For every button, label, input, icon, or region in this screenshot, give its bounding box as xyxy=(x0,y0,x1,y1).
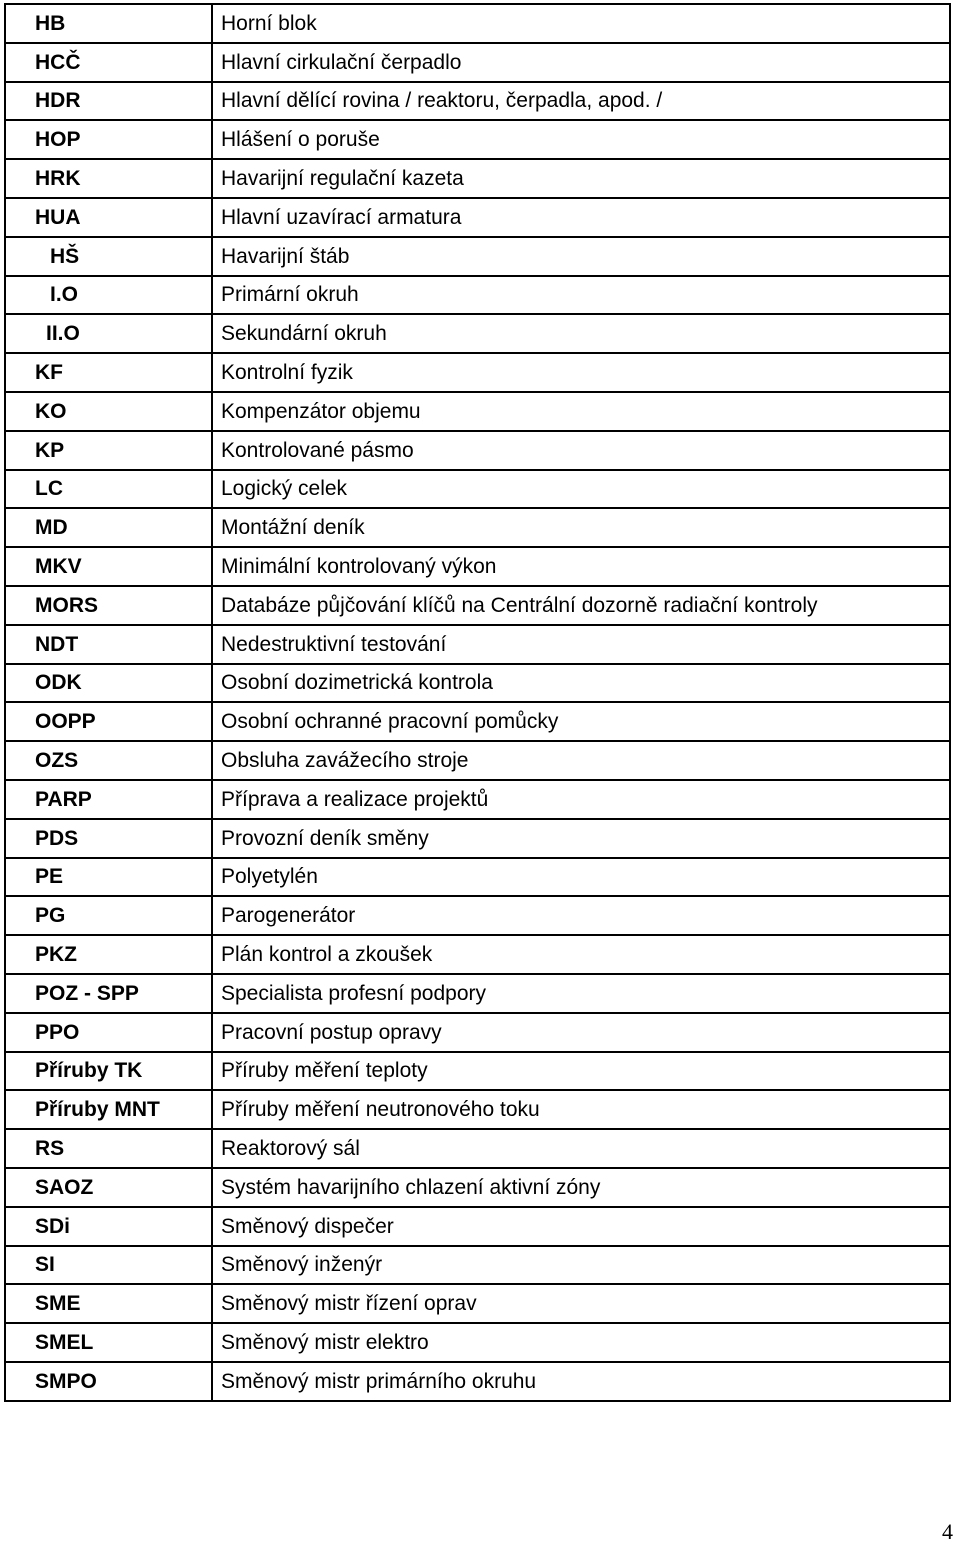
table-row xyxy=(5,431,950,470)
abbreviation-cell: HOP xyxy=(5,120,212,159)
abbreviation-cell: RS xyxy=(5,1129,212,1168)
description-cell: Pracovní postup opravy xyxy=(212,1013,950,1052)
abbreviation-cell: PPO xyxy=(5,1013,212,1052)
table-row xyxy=(5,702,950,741)
table-row xyxy=(5,741,950,780)
abbreviation-cell: I.O xyxy=(5,276,212,315)
description-cell: Hlavní dělící rovina / reaktoru, čerpadla, apod. / xyxy=(212,82,950,121)
description-cell: Osobní ochranné pracovní pomůcky xyxy=(212,702,950,741)
table-row xyxy=(5,586,950,625)
abbreviation-cell: ODK xyxy=(5,664,212,703)
abbreviation-table xyxy=(4,3,951,1402)
abbreviation-cell: SME xyxy=(5,1284,212,1323)
abbreviation-cell: SAOZ xyxy=(5,1168,212,1207)
abbreviation-cell: PARP xyxy=(5,780,212,819)
description-cell: Logický celek xyxy=(212,470,950,509)
description-cell: Primární okruh xyxy=(212,276,950,315)
table-row xyxy=(5,547,950,586)
table-row xyxy=(5,935,950,974)
table-row xyxy=(5,4,950,43)
table-row xyxy=(5,237,950,276)
table-row xyxy=(5,625,950,664)
description-cell: Směnový mistr řízení oprav xyxy=(212,1284,950,1323)
description-cell: Minimální kontrolovaný výkon xyxy=(212,547,950,586)
table-row xyxy=(5,664,950,703)
abbreviation-cell: LC xyxy=(5,470,212,509)
abbreviation-cell: HB xyxy=(5,4,212,43)
table-row xyxy=(5,974,950,1013)
abbreviation-cell: HUA xyxy=(5,198,212,237)
table-row xyxy=(5,1284,950,1323)
description-cell: Polyetylén xyxy=(212,858,950,897)
description-cell: Příruby měření neutronového toku xyxy=(212,1090,950,1129)
abbreviation-cell: HRK xyxy=(5,159,212,198)
description-cell: Systém havarijního chlazení aktivní zóny xyxy=(212,1168,950,1207)
description-cell: Provozní deník směny xyxy=(212,819,950,858)
description-cell: Kontrolované pásmo xyxy=(212,431,950,470)
table-row xyxy=(5,314,950,353)
table-row xyxy=(5,1207,950,1246)
abbreviation-cell: PG xyxy=(5,896,212,935)
abbreviation-cell: PE xyxy=(5,858,212,897)
abbreviation-cell: OZS xyxy=(5,741,212,780)
abbreviation-cell: MD xyxy=(5,508,212,547)
abbreviation-cell: HCČ xyxy=(5,43,212,82)
description-cell: Sekundární okruh xyxy=(212,314,950,353)
abbreviation-cell: KP xyxy=(5,431,212,470)
abbreviation-cell: MKV xyxy=(5,547,212,586)
abbreviation-cell: NDT xyxy=(5,625,212,664)
table-row xyxy=(5,470,950,509)
table-row xyxy=(5,1052,950,1091)
table-row xyxy=(5,82,950,121)
table-row xyxy=(5,159,950,198)
table-row xyxy=(5,1090,950,1129)
abbreviation-table-body xyxy=(5,4,950,1401)
description-cell: Havarijní regulační kazeta xyxy=(212,159,950,198)
description-cell: Nedestruktivní testování xyxy=(212,625,950,664)
description-cell: Směnový mistr primárního okruhu xyxy=(212,1362,950,1401)
table-row xyxy=(5,1129,950,1168)
table-row xyxy=(5,392,950,431)
table-row xyxy=(5,1323,950,1362)
table-row xyxy=(5,276,950,315)
table-row xyxy=(5,1013,950,1052)
description-cell: Příprava a realizace projektů xyxy=(212,780,950,819)
abbreviation-cell: Příruby TK xyxy=(5,1052,212,1091)
abbreviation-cell: PKZ xyxy=(5,935,212,974)
description-cell: Kompenzátor objemu xyxy=(212,392,950,431)
table-row xyxy=(5,1168,950,1207)
description-cell: Havarijní štáb xyxy=(212,237,950,276)
table-row xyxy=(5,780,950,819)
description-cell: Plán kontrol a zkoušek xyxy=(212,935,950,974)
page-number: 4 xyxy=(942,1519,953,1544)
abbreviation-cell: OOPP xyxy=(5,702,212,741)
abbreviation-cell: II.O xyxy=(5,314,212,353)
table-row xyxy=(5,1246,950,1285)
description-cell: Směnový mistr elektro xyxy=(212,1323,950,1362)
description-cell: Příruby měření teploty xyxy=(212,1052,950,1091)
description-cell: Směnový dispečer xyxy=(212,1207,950,1246)
description-cell: Parogenerátor xyxy=(212,896,950,935)
table-row xyxy=(5,198,950,237)
abbreviation-cell: KO xyxy=(5,392,212,431)
table-row xyxy=(5,508,950,547)
table-row xyxy=(5,819,950,858)
description-cell: Specialista profesní podpory xyxy=(212,974,950,1013)
table-row xyxy=(5,353,950,392)
table-row xyxy=(5,120,950,159)
table-row xyxy=(5,896,950,935)
description-cell: Kontrolní fyzik xyxy=(212,353,950,392)
description-cell: Reaktorový sál xyxy=(212,1129,950,1168)
description-cell: Obsluha zavážecího stroje xyxy=(212,741,950,780)
table-row xyxy=(5,1362,950,1401)
description-cell: Montážní deník xyxy=(212,508,950,547)
description-cell: Hlavní uzavírací armatura xyxy=(212,198,950,237)
abbreviation-cell: KF xyxy=(5,353,212,392)
description-cell: Směnový inženýr xyxy=(212,1246,950,1285)
abbreviation-cell: SMEL xyxy=(5,1323,212,1362)
abbreviation-cell: SMPO xyxy=(5,1362,212,1401)
table-row xyxy=(5,858,950,897)
description-cell: Horní blok xyxy=(212,4,950,43)
abbreviation-cell: POZ - SPP xyxy=(5,974,212,1013)
description-cell: Hlášení o poruše xyxy=(212,120,950,159)
abbreviation-cell: PDS xyxy=(5,819,212,858)
abbreviation-cell: HŠ xyxy=(5,237,212,276)
table-row xyxy=(5,43,950,82)
abbreviation-cell: SI xyxy=(5,1246,212,1285)
description-cell: Osobní dozimetrická kontrola xyxy=(212,664,950,703)
description-cell: Hlavní cirkulační čerpadlo xyxy=(212,43,950,82)
abbreviation-cell: Příruby MNT xyxy=(5,1090,212,1129)
description-cell: Databáze půjčování klíčů na Centrální dozorně radiační kontroly xyxy=(212,586,950,625)
abbreviation-cell: SDi xyxy=(5,1207,212,1246)
abbreviation-cell: MORS xyxy=(5,586,212,625)
abbreviation-cell: HDR xyxy=(5,82,212,121)
